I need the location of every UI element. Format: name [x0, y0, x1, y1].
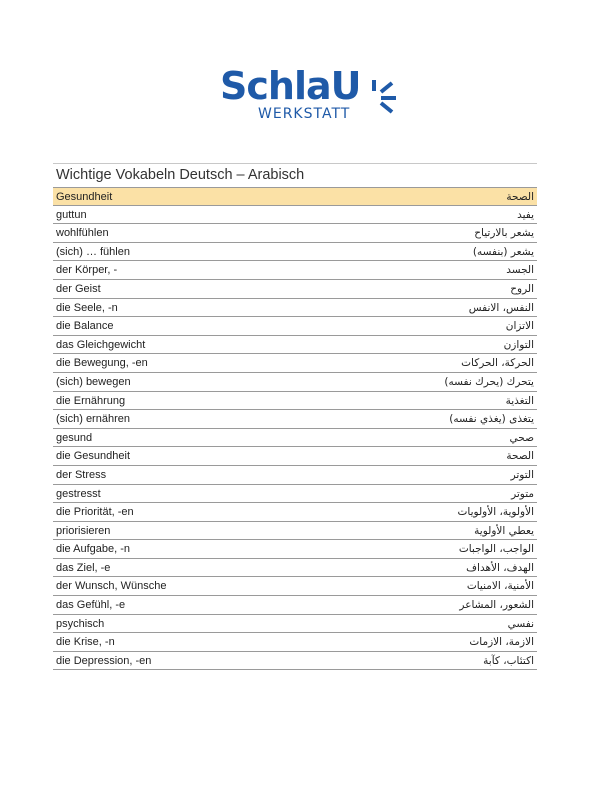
arabic-term: يعطي الأولوية — [474, 524, 534, 537]
german-term: die Aufgabe, -n — [56, 543, 131, 556]
german-term: das Gleichgewicht — [56, 338, 146, 351]
arabic-term: النفس، الانفس — [468, 301, 534, 314]
german-term: guttun — [56, 208, 87, 221]
table-row — [53, 299, 537, 318]
arabic-term: التوازن — [503, 338, 534, 351]
arabic-term: صحي — [509, 431, 534, 444]
table-row — [53, 485, 537, 504]
table-row — [53, 261, 537, 280]
arabic-term: اكتئاب، كآبة — [483, 654, 534, 667]
logo-rays-icon — [368, 78, 400, 114]
logo-wordmark: SchlaU — [220, 64, 361, 108]
arabic-term: الأولوية، الأولويات — [457, 506, 534, 519]
german-term: das Gefühl, -e — [56, 599, 126, 612]
german-term: die Gesundheit — [56, 450, 130, 463]
german-term: die Bewegung, -en — [56, 357, 148, 370]
arabic-term: نفسي — [507, 617, 534, 630]
german-term: die Seele, -n — [56, 301, 118, 314]
arabic-term: الاتزان — [505, 320, 534, 333]
german-term: (sich) ernähren — [56, 413, 130, 426]
header-german: Gesundheit — [56, 191, 113, 203]
table-row — [53, 633, 537, 652]
german-term: (sich) … fühlen — [56, 245, 130, 258]
table-row — [53, 354, 537, 373]
table-row — [53, 522, 537, 541]
page-title: Wichtige Vokabeln Deutsch – Arabisch — [53, 163, 537, 187]
german-term: die Balance — [56, 320, 114, 333]
german-term: das Ziel, -e — [56, 561, 111, 574]
arabic-term: الجسد — [506, 264, 534, 277]
schlau-werkstatt-logo — [220, 66, 400, 126]
table-row — [53, 410, 537, 429]
logo-subtitle: WERKSTATT — [258, 106, 351, 122]
table-row — [53, 447, 537, 466]
arabic-term: الواجب، الواجبات — [458, 543, 534, 556]
vocabulary-list — [53, 206, 537, 671]
german-term: gestresst — [56, 487, 101, 500]
german-term: der Körper, - — [56, 264, 118, 277]
german-term: wohlfühlen — [56, 227, 109, 240]
german-term: die Priorität, -en — [56, 506, 134, 519]
german-term: der Stress — [56, 468, 107, 481]
table-row — [53, 596, 537, 615]
arabic-term: يشعر بالارتياح — [474, 227, 534, 240]
german-term: (sich) bewegen — [56, 375, 131, 388]
table-row — [53, 243, 537, 262]
table-row — [53, 206, 537, 225]
german-term: die Krise, -n — [56, 636, 115, 649]
arabic-term: يتحرك (يحرك نفسه) — [444, 375, 534, 388]
arabic-term: التوتر — [510, 468, 534, 481]
arabic-term: الروح — [510, 282, 534, 295]
table-row — [53, 317, 537, 336]
table-row — [53, 503, 537, 522]
arabic-term: الشعور، المشاعر — [459, 599, 534, 612]
german-term: der Wunsch, Wünsche — [56, 580, 167, 593]
german-term: priorisieren — [56, 524, 111, 537]
arabic-term: يفيد — [517, 208, 534, 221]
table-row — [53, 559, 537, 578]
arabic-term: الأمنية، الامنيات — [466, 580, 534, 593]
table-row — [53, 615, 537, 634]
german-term: psychisch — [56, 617, 105, 630]
table-row — [53, 577, 537, 596]
table-row — [53, 373, 537, 392]
table-row — [53, 429, 537, 448]
table-row — [53, 280, 537, 299]
table-row — [53, 466, 537, 485]
german-term: der Geist — [56, 282, 101, 295]
arabic-term: متوتر — [511, 487, 534, 500]
arabic-term: الصحة — [506, 450, 534, 463]
table-row — [53, 540, 537, 559]
arabic-term: يشعر (بنفسه) — [472, 245, 534, 258]
vocabulary-sheet — [53, 163, 537, 670]
german-term: die Ernährung — [56, 394, 126, 407]
header-arabic: الصحة — [506, 191, 534, 203]
table-row — [53, 652, 537, 671]
arabic-term: الازمة، الازمات — [469, 636, 534, 649]
table-header-row — [53, 187, 537, 206]
table-row — [53, 224, 537, 243]
german-term: gesund — [56, 431, 93, 444]
arabic-term: الهدف، الأهداف — [466, 561, 534, 574]
table-row — [53, 336, 537, 355]
arabic-term: الحركة، الحركات — [461, 357, 534, 370]
table-row — [53, 392, 537, 411]
arabic-term: يتغذى (يغذي نفسه) — [449, 413, 534, 426]
german-term: die Depression, -en — [56, 654, 152, 667]
arabic-term: التغذية — [505, 394, 534, 407]
